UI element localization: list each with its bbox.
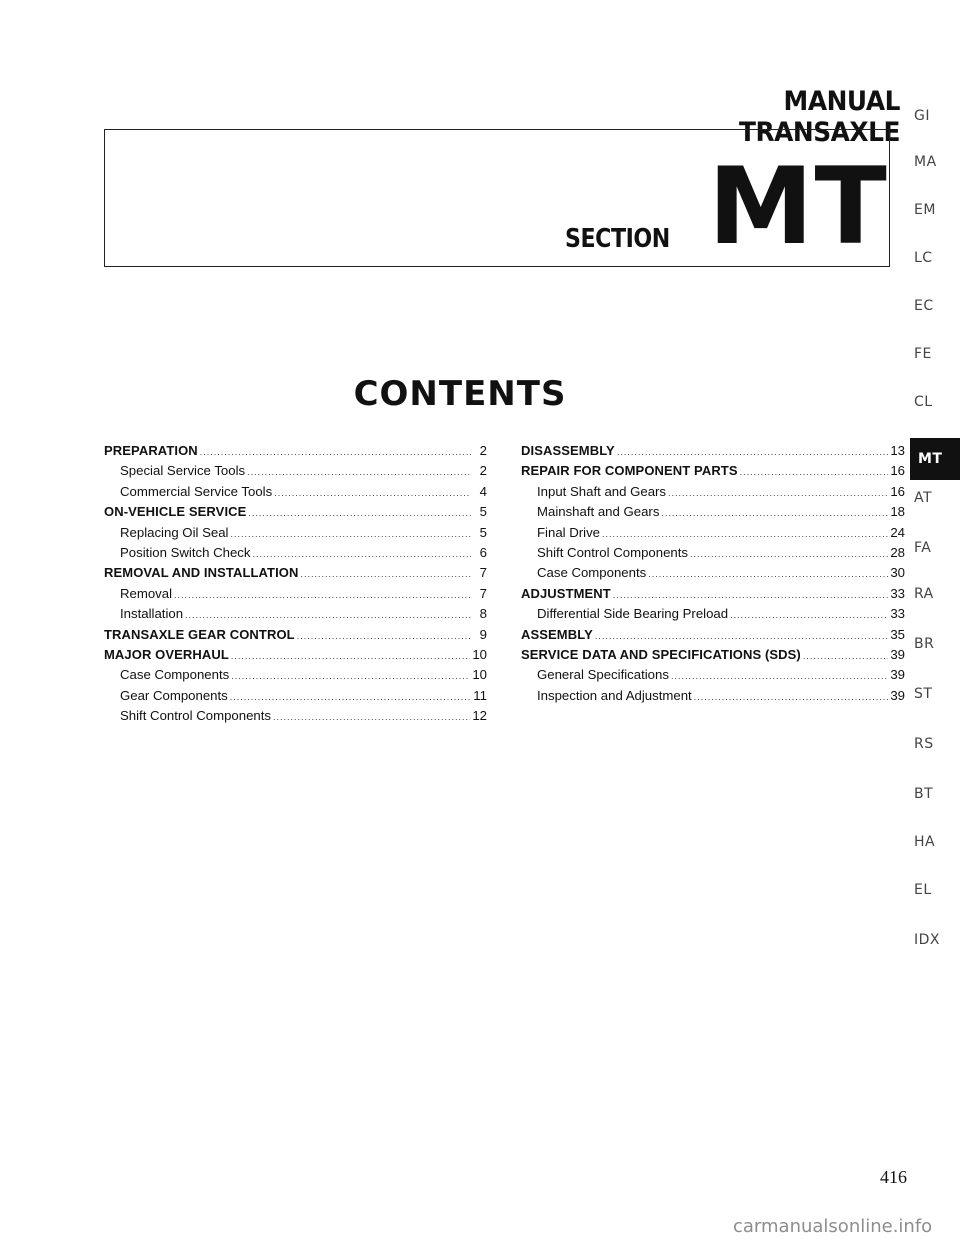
toc-leader-dots xyxy=(301,569,472,579)
toc-entry-page: 28 xyxy=(890,544,905,560)
toc-entry-page: 16 xyxy=(890,483,905,499)
toc-leader-dots xyxy=(617,447,889,457)
toc-entry-label: REMOVAL AND INSTALLATION xyxy=(104,565,299,581)
section-tab-at[interactable]: AT xyxy=(914,490,933,506)
toc-leader-dots xyxy=(252,549,471,559)
toc-leader-dots xyxy=(248,508,471,518)
toc-leader-dots xyxy=(297,631,471,641)
section-tab-el[interactable]: EL xyxy=(914,882,932,898)
section-code: MT xyxy=(708,145,888,268)
toc-leader-dots xyxy=(247,467,471,477)
toc-entry-page: 12 xyxy=(472,708,487,724)
toc-entry[interactable] xyxy=(104,647,487,667)
toc-leader-dots xyxy=(595,631,888,641)
toc-entry-label: Case Components xyxy=(537,565,647,581)
toc-entry-label: Case Components xyxy=(120,667,230,683)
section-tab-ec[interactable]: EC xyxy=(914,298,934,314)
toc-entry-page: 10 xyxy=(472,667,487,683)
toc-leader-dots xyxy=(613,590,888,600)
toc-entry[interactable] xyxy=(104,688,487,708)
toc-leader-dots xyxy=(185,610,471,620)
section-tab-fa[interactable]: FA xyxy=(914,540,932,556)
toc-entry-page: 24 xyxy=(890,524,905,540)
toc-entry[interactable] xyxy=(104,667,487,687)
toc-entry-page: 5 xyxy=(479,524,487,540)
toc-entry[interactable] xyxy=(521,627,905,647)
toc-entry-page: 13 xyxy=(890,443,905,458)
toc-entry-label: SERVICE DATA AND SPECIFICATIONS (SDS) xyxy=(521,646,801,662)
toc-entry[interactable] xyxy=(521,647,905,667)
contents-heading: CONTENTS xyxy=(353,374,567,414)
toc-entry-label: ADJUSTMENT xyxy=(521,585,611,601)
toc-entry-page: 35 xyxy=(890,626,905,642)
toc-entry[interactable] xyxy=(104,606,487,626)
toc-leader-dots xyxy=(668,488,888,498)
toc-entry-page: 2 xyxy=(479,443,487,458)
manual-title: MANUAL TRANSAXLE xyxy=(738,86,900,148)
toc-entry-label: TRANSAXLE GEAR CONTROL xyxy=(104,626,295,642)
toc-entry[interactable] xyxy=(521,525,905,545)
toc-entry-label: ON-VEHICLE SERVICE xyxy=(104,504,247,520)
toc-entry-label: Differential Side Bearing Preload xyxy=(537,606,729,622)
section-tab-rs[interactable]: RS xyxy=(914,736,934,752)
toc-entry-page: 11 xyxy=(473,687,487,703)
section-tab-gi[interactable]: GI xyxy=(914,108,930,124)
section-tab-em[interactable]: EM xyxy=(914,202,936,218)
toc-entry-page: 39 xyxy=(890,667,905,683)
toc-entry-label: Replacing Oil Seal xyxy=(120,524,229,540)
toc-entry[interactable] xyxy=(104,565,487,585)
toc-entry-label: Shift Control Components xyxy=(537,544,688,560)
toc-entry-page: 39 xyxy=(890,646,905,662)
toc-entry[interactable] xyxy=(521,545,905,565)
toc-leader-dots xyxy=(274,488,471,498)
toc-leader-dots xyxy=(694,692,889,702)
toc-entry[interactable] xyxy=(104,627,487,647)
section-tab-ra[interactable]: RA xyxy=(914,586,934,602)
toc-entry[interactable] xyxy=(521,504,905,524)
toc-left-column xyxy=(104,443,487,728)
toc-entry-label: Removal xyxy=(120,585,173,601)
watermark: carmanualsonline.info xyxy=(733,1216,933,1237)
toc-leader-dots xyxy=(273,712,470,722)
toc-entry[interactable] xyxy=(104,545,487,565)
toc-entry[interactable] xyxy=(521,667,905,687)
toc-entry-label: Installation xyxy=(120,606,184,622)
toc-entry-page: 33 xyxy=(890,585,905,601)
toc-entry-page: 9 xyxy=(479,626,487,642)
toc-entry[interactable] xyxy=(521,484,905,504)
section-tab-cl[interactable]: CL xyxy=(914,394,933,410)
toc-leader-dots xyxy=(803,651,888,661)
toc-leader-dots xyxy=(174,590,471,600)
toc-right-column xyxy=(521,443,905,708)
toc-leader-dots xyxy=(602,529,888,539)
toc-entry[interactable] xyxy=(104,525,487,545)
section-tab-mt[interactable]: MT xyxy=(910,438,960,480)
toc-leader-dots xyxy=(200,447,471,457)
toc-leader-dots xyxy=(231,529,472,539)
toc-entry-label: Gear Components xyxy=(120,687,228,703)
toc-entry-label: MAJOR OVERHAUL xyxy=(104,646,229,662)
toc-leader-dots xyxy=(230,692,471,702)
toc-entry-label: Commercial Service Tools xyxy=(120,483,273,499)
toc-entry-label: Shift Control Components xyxy=(120,708,271,724)
section-tab-idx[interactable]: IDX xyxy=(914,932,940,948)
toc-leader-dots xyxy=(231,651,470,661)
section-tab-br[interactable]: BR xyxy=(914,636,935,652)
toc-entry[interactable] xyxy=(521,463,905,483)
toc-entry[interactable] xyxy=(521,606,905,626)
toc-entry-label: PREPARATION xyxy=(104,443,198,458)
toc-entry-label: General Specifications xyxy=(537,667,669,683)
toc-entry[interactable] xyxy=(521,586,905,606)
toc-entry[interactable] xyxy=(521,565,905,585)
toc-leader-dots xyxy=(671,671,888,681)
toc-entry[interactable] xyxy=(104,708,487,728)
toc-entry-page: 6 xyxy=(479,544,487,560)
toc-entry-page: 10 xyxy=(472,646,487,662)
toc-entry-page: 8 xyxy=(479,606,487,622)
section-tab-fe[interactable]: FE xyxy=(914,346,932,362)
toc-entry-page: 7 xyxy=(479,585,487,601)
toc-entry-label: Input Shaft and Gears xyxy=(537,483,667,499)
section-tab-bt[interactable]: BT xyxy=(914,786,934,802)
toc-entry-label: Position Switch Check xyxy=(120,544,251,560)
toc-entry[interactable] xyxy=(521,688,905,708)
toc-entry[interactable] xyxy=(104,463,487,483)
toc-entry[interactable] xyxy=(104,586,487,606)
section-tab-ha[interactable]: HA xyxy=(914,834,936,850)
toc-entry-page: 39 xyxy=(890,687,905,703)
toc-leader-dots xyxy=(740,467,889,477)
toc-entry-label: ASSEMBLY xyxy=(521,626,593,642)
toc-entry-page: 30 xyxy=(890,565,905,581)
toc-entry[interactable] xyxy=(521,443,905,463)
toc-leader-dots xyxy=(690,549,888,559)
toc-entry-label: Mainshaft and Gears xyxy=(537,504,660,520)
toc-entry-label: Final Drive xyxy=(537,524,601,540)
toc-entry[interactable] xyxy=(104,443,487,463)
toc-entry-page: 2 xyxy=(479,463,487,479)
toc-entry-page: 7 xyxy=(479,565,487,581)
toc-entry[interactable] xyxy=(104,484,487,504)
section-tab-st[interactable]: ST xyxy=(914,686,933,702)
toc-entry-page: 16 xyxy=(890,463,905,479)
toc-entry-label: REPAIR FOR COMPONENT PARTS xyxy=(521,463,738,479)
toc-leader-dots xyxy=(648,569,888,579)
toc-leader-dots xyxy=(661,508,888,518)
toc-entry-page: 18 xyxy=(890,504,905,520)
section-tab-lc[interactable]: LC xyxy=(914,250,933,266)
section-label: SECTION xyxy=(565,224,670,254)
toc-entry-label: Special Service Tools xyxy=(120,463,246,479)
toc-entry-label: DISASSEMBLY xyxy=(521,443,615,458)
page-number: 416 xyxy=(880,1167,907,1187)
toc-leader-dots xyxy=(730,610,888,620)
toc-entry-label: Inspection and Adjustment xyxy=(537,687,692,703)
toc-entry[interactable] xyxy=(104,504,487,524)
toc-entry-page: 33 xyxy=(890,606,905,622)
section-tab-ma[interactable]: MA xyxy=(914,154,937,170)
toc-leader-dots xyxy=(231,671,470,681)
toc-entry-page: 4 xyxy=(479,483,487,499)
toc-entry-page: 5 xyxy=(479,504,487,520)
